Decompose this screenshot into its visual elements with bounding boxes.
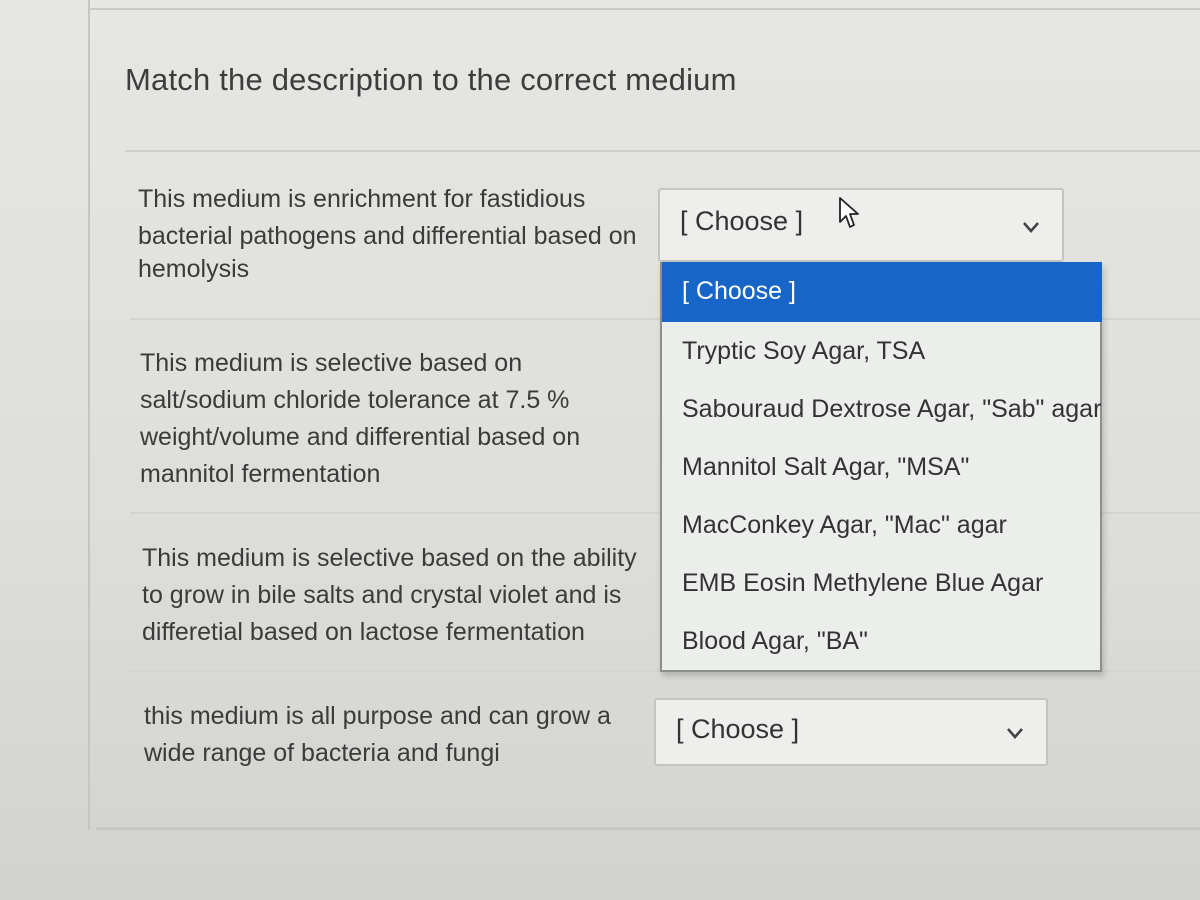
prompt-line: wide range of bacteria and fungi — [144, 739, 500, 767]
prompt-line: this medium is all purpose and can grow a — [144, 702, 611, 730]
prompt-line: to grow in bile salts and crystal violet and is — [142, 581, 622, 609]
prompt-line: mannitol fermentation — [140, 460, 381, 488]
mouse-pointer-icon — [838, 196, 862, 230]
title-divider — [125, 150, 1200, 152]
option-sabouraud-dextrose-agar[interactable]: Sabouraud Dextrose Agar, "Sab" agar — [682, 395, 1102, 423]
prompt-line: differetial based on lactose fermentation — [142, 618, 585, 646]
option-blood-agar[interactable]: Blood Agar, "BA" — [682, 627, 868, 655]
match-select-4[interactable] — [654, 698, 1048, 766]
prompt-line: hemolysis — [138, 255, 250, 283]
option-emb-agar[interactable]: EMB Eosin Methylene Blue Agar — [682, 569, 1044, 597]
prompt-line: weight/volume and differential based on — [140, 423, 581, 451]
left-divider — [88, 0, 90, 830]
select-value: [ Choose ] — [680, 206, 804, 236]
select-value: [ Choose ] — [676, 714, 800, 744]
top-divider — [90, 0, 1200, 10]
prompt-line: This medium is selective based on — [140, 349, 523, 377]
match-prompt-1 — [138, 181, 658, 288]
prompt-line: This medium is enrichment for fastidious — [138, 185, 586, 213]
option-mannitol-salt-agar[interactable]: Mannitol Salt Agar, "MSA" — [682, 453, 970, 481]
prompt-line: salt/sodium chloride tolerance at 7.5 % — [140, 386, 570, 414]
chevron-down-icon — [1004, 722, 1026, 744]
option-macconkey-agar[interactable]: MacConkey Agar, "Mac" agar — [682, 511, 1007, 539]
chevron-down-icon — [1020, 216, 1042, 238]
prompt-line: This medium is selective based on the ability — [142, 544, 637, 572]
match-prompt-3 — [142, 540, 662, 651]
match-prompt-4 — [144, 698, 664, 772]
select-options-list — [660, 262, 1102, 672]
option-tryptic-soy-agar[interactable]: Tryptic Soy Agar, TSA — [682, 337, 926, 365]
option-choose[interactable]: [ Choose ] — [662, 262, 1102, 322]
question-title: Match the description to the correct medium — [125, 62, 737, 97]
match-prompt-2 — [140, 345, 660, 493]
prompt-line: bacterial pathogens and differential based on — [138, 222, 637, 250]
